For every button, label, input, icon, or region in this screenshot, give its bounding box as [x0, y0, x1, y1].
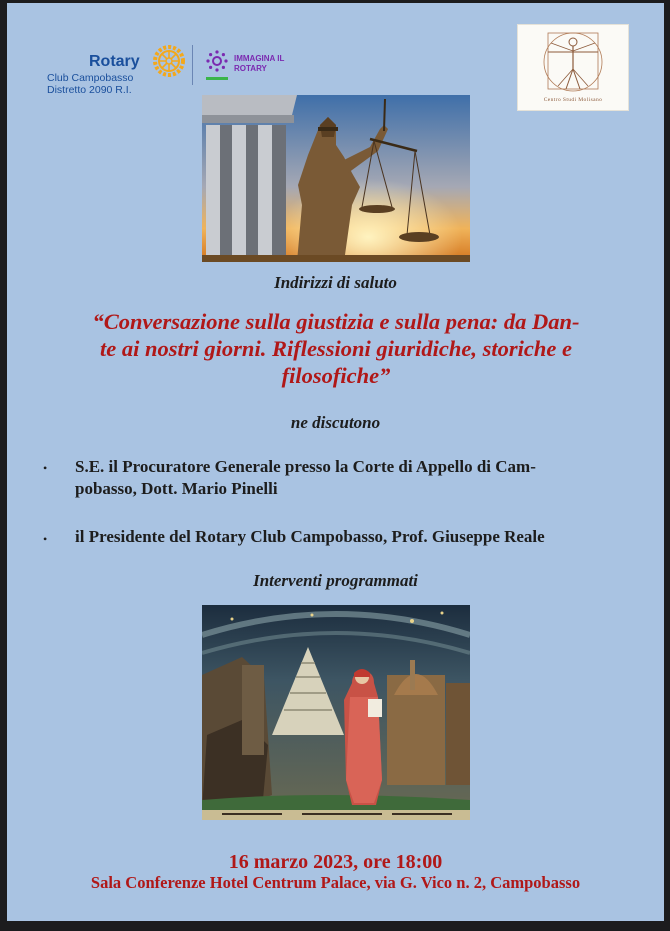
- event-date: 16 marzo 2023, ore 18:00: [228, 851, 443, 873]
- dante-painting-image: [202, 605, 470, 820]
- speaker-item: [75, 456, 633, 500]
- rotary-wheel-icon: [153, 45, 185, 77]
- title-line-1: “Conversazione sulla giustizia e sulla pena: da Dan-: [92, 309, 580, 334]
- rotary-club-subtitle: [47, 72, 133, 96]
- justice-statue-image: [202, 95, 470, 262]
- sun-icon: [205, 49, 229, 73]
- event-title: [45, 308, 627, 389]
- event-poster: [7, 3, 664, 921]
- centro-studi-molisano-logo: [517, 24, 629, 111]
- imagina-line1: IMMAGINA IL: [234, 54, 285, 63]
- imagina-green-bar: [206, 77, 228, 80]
- logo-divider: [192, 45, 193, 85]
- title-line-3: filosofiche”: [281, 363, 391, 388]
- greetings-heading: Indirizzi di saluto: [274, 273, 397, 292]
- title-line-2: te ai nostri giorni. Riflessioni giuridiche, storiche e: [100, 336, 572, 361]
- bullet-icon: •: [43, 532, 48, 546]
- speaker-2-line-1: il Presidente del Rotary Club Campobasso, Prof. Giuseppe Reale: [75, 527, 545, 546]
- speaker-1-line-2: pobasso, Dott. Mario Pinelli: [75, 479, 278, 498]
- rotary-club-logo: [47, 43, 197, 103]
- vitruvian-man-icon: [518, 25, 628, 97]
- imagina-text: [234, 54, 284, 74]
- rotary-wordmark: Rotary: [89, 53, 140, 70]
- speakers-heading: ne discutono: [290, 413, 381, 432]
- imagina-il-rotary-logo: [204, 47, 314, 87]
- rotary-club-name: Club Campobasso: [47, 72, 134, 84]
- scheduled-talks-heading: Interventi programmati: [253, 571, 418, 590]
- event-venue: Sala Conferenze Hotel Centrum Palace, via G. Vico n. 2, Campobasso: [90, 873, 581, 892]
- centro-studi-label: Centro Studi Molisano: [543, 97, 603, 103]
- speaker-1-line-1: S.E. il Procuratore Generale presso la Corte di Appello di Cam-: [75, 457, 536, 476]
- rotary-district: Distretto 2090 R.I.: [47, 84, 132, 96]
- bullet-icon: •: [43, 461, 48, 475]
- imagina-line2: ROTARY: [234, 64, 267, 73]
- speaker-item: [75, 526, 633, 548]
